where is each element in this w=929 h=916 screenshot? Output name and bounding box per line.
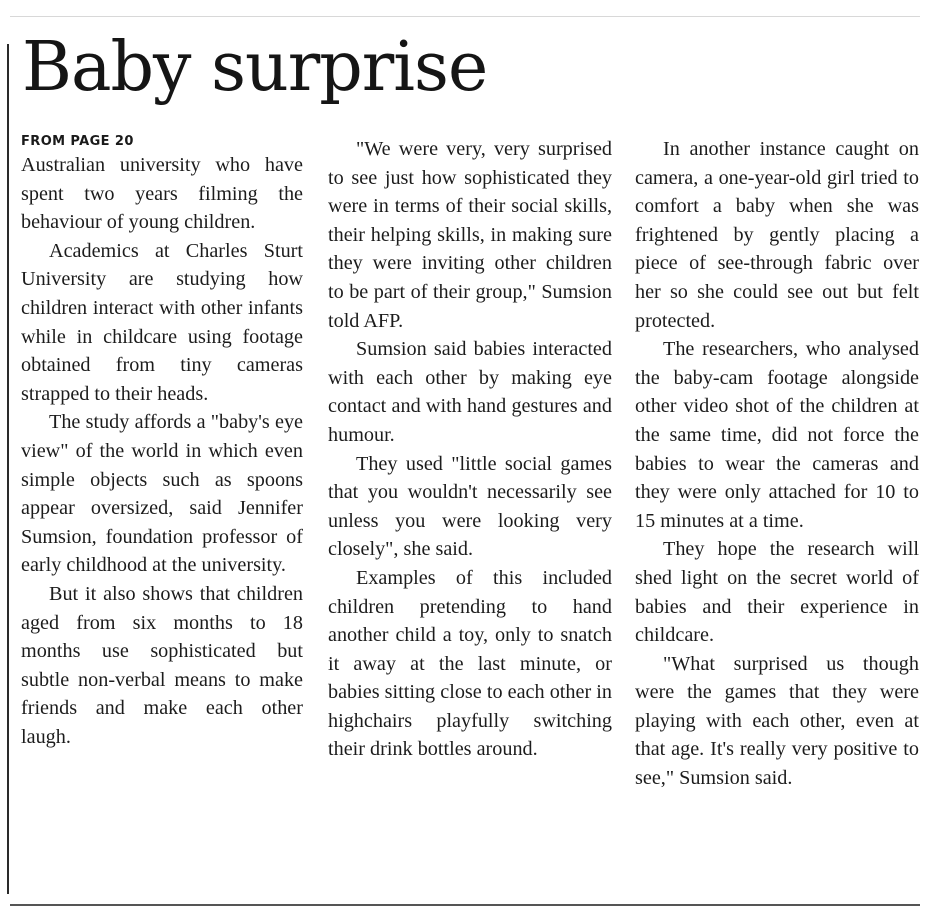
bottom-divider: [10, 904, 920, 906]
paragraph: In another instance caught on camera, a one-year-old girl tried to comfort a baby when she was frightened by gently placing a piece of see-through fabric over her so she could see out but felt protected.: [635, 138, 919, 332]
paragraph: Academics at Charles Sturt University are studying how children interact with other infants while in childcare using footage obtained from tiny cameras strapped to their heads.: [21, 239, 303, 405]
top-divider: [10, 16, 920, 17]
paragraph: Examples of this included children pretending to hand another child a toy, only to snatch it away at the last minute, or babies sitting close to each other in highchairs playfully switching their drink bottles around.: [328, 566, 612, 761]
paragraph: The researchers, who analysed the baby-cam footage alongside other video shot of the children at the same time, did not force the babies to wear the cameras and they were only attached for 10 to 15 minutes at a time.: [635, 338, 919, 532]
left-column-rule: [7, 44, 9, 894]
paragraph: Sumsion said babies interacted with each other by making eye contact and with hand gestures and humour.: [328, 338, 612, 446]
paragraph: They used "little social games that you wouldn't necessarily see unless you were looking very closely", she said.: [328, 452, 612, 561]
paragraph: "We were very, very surprised to see just how sophisticated they were in terms of their social skills, their helping skills, in making sure they were inviting other children to be part of their group," Sumsion told AFP.: [328, 138, 612, 332]
headline: Baby surprise: [22, 28, 488, 107]
paragraph: The study affords a "baby's eye view" of the world in which even simple objects such as spoons appear oversized, said Jennifer Sumsion, foundation professor of early childhood at the university.: [21, 411, 303, 577]
jump-label: FROM PAGE 20: [21, 134, 134, 149]
article-column-3: [635, 133, 919, 793]
paragraph: "What surprised us though were the games that they were playing with each other, even at that age. It's really very positive to see," Sumsion said.: [635, 652, 919, 790]
paragraph: They hope the research will shed light on the secret world of babies and their experience in childcare.: [635, 538, 919, 647]
paragraph: Australian university who have spent two years filming the behaviour of young children.: [21, 154, 303, 234]
article-column-1: [21, 133, 303, 751]
article-column-2: [328, 133, 612, 764]
paragraph: But it also shows that children aged from six months to 18 months use sophisticated but subtle non-verbal means to make friends and make each other laugh.: [21, 582, 303, 748]
